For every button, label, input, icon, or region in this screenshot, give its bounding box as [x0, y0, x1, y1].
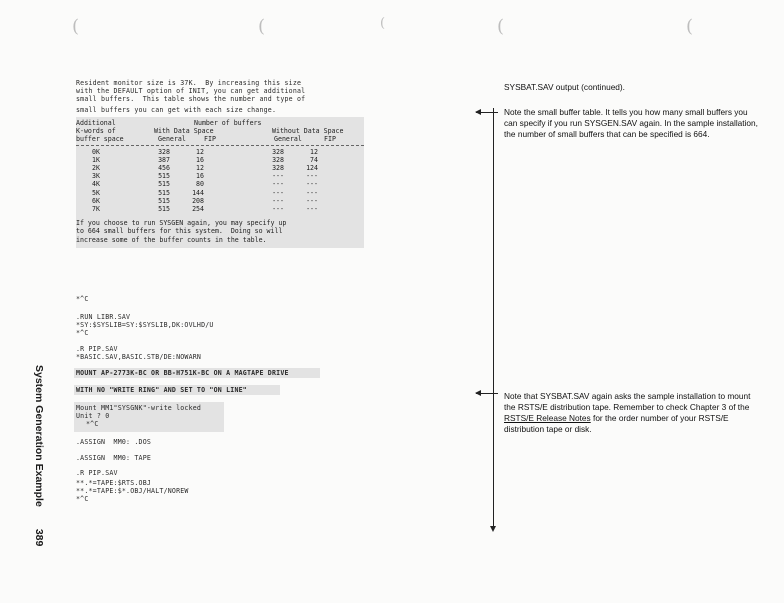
table-cell: 12: [196, 164, 204, 173]
terminal-line: Unit ? 0: [76, 412, 110, 420]
left-arrow-icon: [476, 393, 498, 394]
notes-heading: SYSBAT.SAV output (continued).: [504, 82, 625, 92]
table-cell: ---: [272, 188, 284, 197]
table-cell: 515: [158, 205, 170, 214]
table-cell: 6K: [92, 196, 100, 205]
table-cell: 124: [306, 164, 318, 173]
terminal-line: **.*=TAPE:$RTS.OBJ: [76, 479, 152, 487]
table-cell: ---: [272, 180, 284, 189]
table-header: With Data Space: [154, 127, 214, 136]
table-cell: ---: [306, 188, 318, 197]
terminal-line: *SY:$SYSLIB=SY:$SYSLIB,DK:OVLHD/U: [76, 321, 214, 329]
terminal-line: *^C: [76, 295, 89, 303]
table-cell: ---: [306, 180, 318, 189]
table-cell: 0K: [92, 147, 100, 156]
table-header: Without Data Space: [272, 127, 344, 136]
table-cell: ---: [272, 172, 284, 181]
buffer-table: [76, 117, 364, 248]
table-cell: 16: [196, 155, 204, 164]
binding-crease: (: [380, 16, 386, 31]
section-title: System Generation Example: [33, 365, 45, 507]
table-header: FIP: [324, 135, 336, 144]
binding-crease: (: [686, 16, 694, 37]
table-row: [76, 205, 364, 213]
table-cell: 208: [192, 196, 204, 205]
binding-crease: (: [258, 16, 266, 37]
table-cell: 387: [158, 155, 170, 164]
table-footer: If you choose to run SYSGEN again, you may specify up to 664 small buffers for this system. Doing so will increase some of the buffer counts in the table.: [76, 219, 287, 244]
table-cell: 80: [196, 180, 204, 189]
table-cell: 4K: [92, 180, 100, 189]
intro-text: Resident monitor size is 37K. By increasing this size with the DEFAULT option of INIT, you can get additional small buffers. This table shows the number and type of small buffers you can get with each size change.: [76, 79, 306, 114]
mount-prompt: MOUNT AP-2773K-BC OR BB-H751K-BC ON A MAGTAPE DRIVE: [76, 369, 289, 377]
table-cell: ---: [272, 196, 284, 205]
table-header: General: [158, 135, 186, 144]
terminal-line: .R PIP.SAV: [76, 345, 118, 353]
table-cell: 328: [272, 164, 284, 173]
page-number: 389: [33, 528, 45, 547]
binding-crease: (: [72, 16, 80, 37]
table-header: Additional: [76, 119, 116, 127]
terminal-line: Mount MM1"SYSGNK"-write locked: [76, 404, 202, 412]
table-cell: 456: [158, 164, 170, 173]
terminal-line: *^C: [86, 420, 99, 428]
table-cell: ---: [272, 205, 284, 214]
table-cell: 12: [310, 147, 318, 156]
table-cell: 328: [158, 147, 170, 156]
table-cell: 7K: [92, 205, 100, 214]
table-header: FIP: [204, 135, 216, 144]
table-row: [76, 197, 364, 205]
table-cell: ---: [306, 205, 318, 214]
release-notes-reference: RSTS/E Release Notes: [504, 413, 591, 423]
terminal-line: *BASIC.SAV,BASIC.STB/DE:NOWARN: [76, 353, 202, 361]
terminal-line: .ASSIGN MM0: .DOS: [76, 438, 152, 446]
table-header: buffer space: [76, 135, 124, 144]
table-cell: 16: [196, 172, 204, 181]
table-header: General: [274, 135, 302, 144]
table-cell: 3K: [92, 172, 100, 181]
table-divider: [76, 145, 364, 146]
down-arrow-icon: [493, 108, 494, 528]
table-cell: 144: [192, 188, 204, 197]
table-cell: 12: [196, 147, 204, 156]
table-cell: 2K: [92, 164, 100, 173]
table-cell: ---: [306, 172, 318, 181]
table-cell: 328: [272, 147, 284, 156]
note-mount-tape: Note that SYSBAT.SAV again asks the sample installation to mount the RSTS/E distribution tape. Remember to check Chapter 3 of the RSTS/E Release Notes for the order number of your RSTS/E distribution tape or disk.: [504, 391, 751, 434]
table-row: [76, 164, 364, 172]
table-row: [76, 148, 364, 156]
left-arrow-icon: [476, 112, 498, 113]
table-cell: 515: [158, 196, 170, 205]
table-cell: 1K: [92, 155, 100, 164]
table-cell: 515: [158, 180, 170, 189]
table-row: [76, 156, 364, 164]
table-header: Number of buffers: [194, 119, 262, 127]
binding-crease: (: [497, 16, 505, 37]
table-cell: 515: [158, 188, 170, 197]
table-row: [76, 189, 364, 197]
terminal-line: .RUN LIBR.SAV: [76, 313, 131, 321]
table-header: K-words of: [76, 127, 116, 136]
table-cell: ---: [306, 196, 318, 205]
table-cell: 74: [310, 155, 318, 164]
table-row: [76, 172, 364, 180]
note-buffer-table: Note the small buffer table. It tells you how many small buffers you can specify if you run SYSGEN.SAV again. In the sample installation, the number of small buffers that can be specified is 664.: [504, 107, 758, 139]
table-cell: 328: [272, 155, 284, 164]
table-cell: 515: [158, 172, 170, 181]
table-cell: 254: [192, 205, 204, 214]
terminal-line: *^C: [76, 329, 89, 337]
terminal-line: *^C: [76, 495, 89, 503]
terminal-line: .ASSIGN MM0: TAPE: [76, 454, 152, 462]
terminal-line: .R PIP.SAV: [76, 469, 118, 477]
terminal-line: **.*=TAPE:$*.OBJ/HALT/NOREW: [76, 487, 189, 495]
table-row: [76, 180, 364, 188]
mount-prompt: WITH NO "WRITE RING" AND SET TO "ON LINE": [76, 386, 247, 394]
sidebar-section-title: [33, 365, 45, 546]
table-cell: 5K: [92, 188, 100, 197]
